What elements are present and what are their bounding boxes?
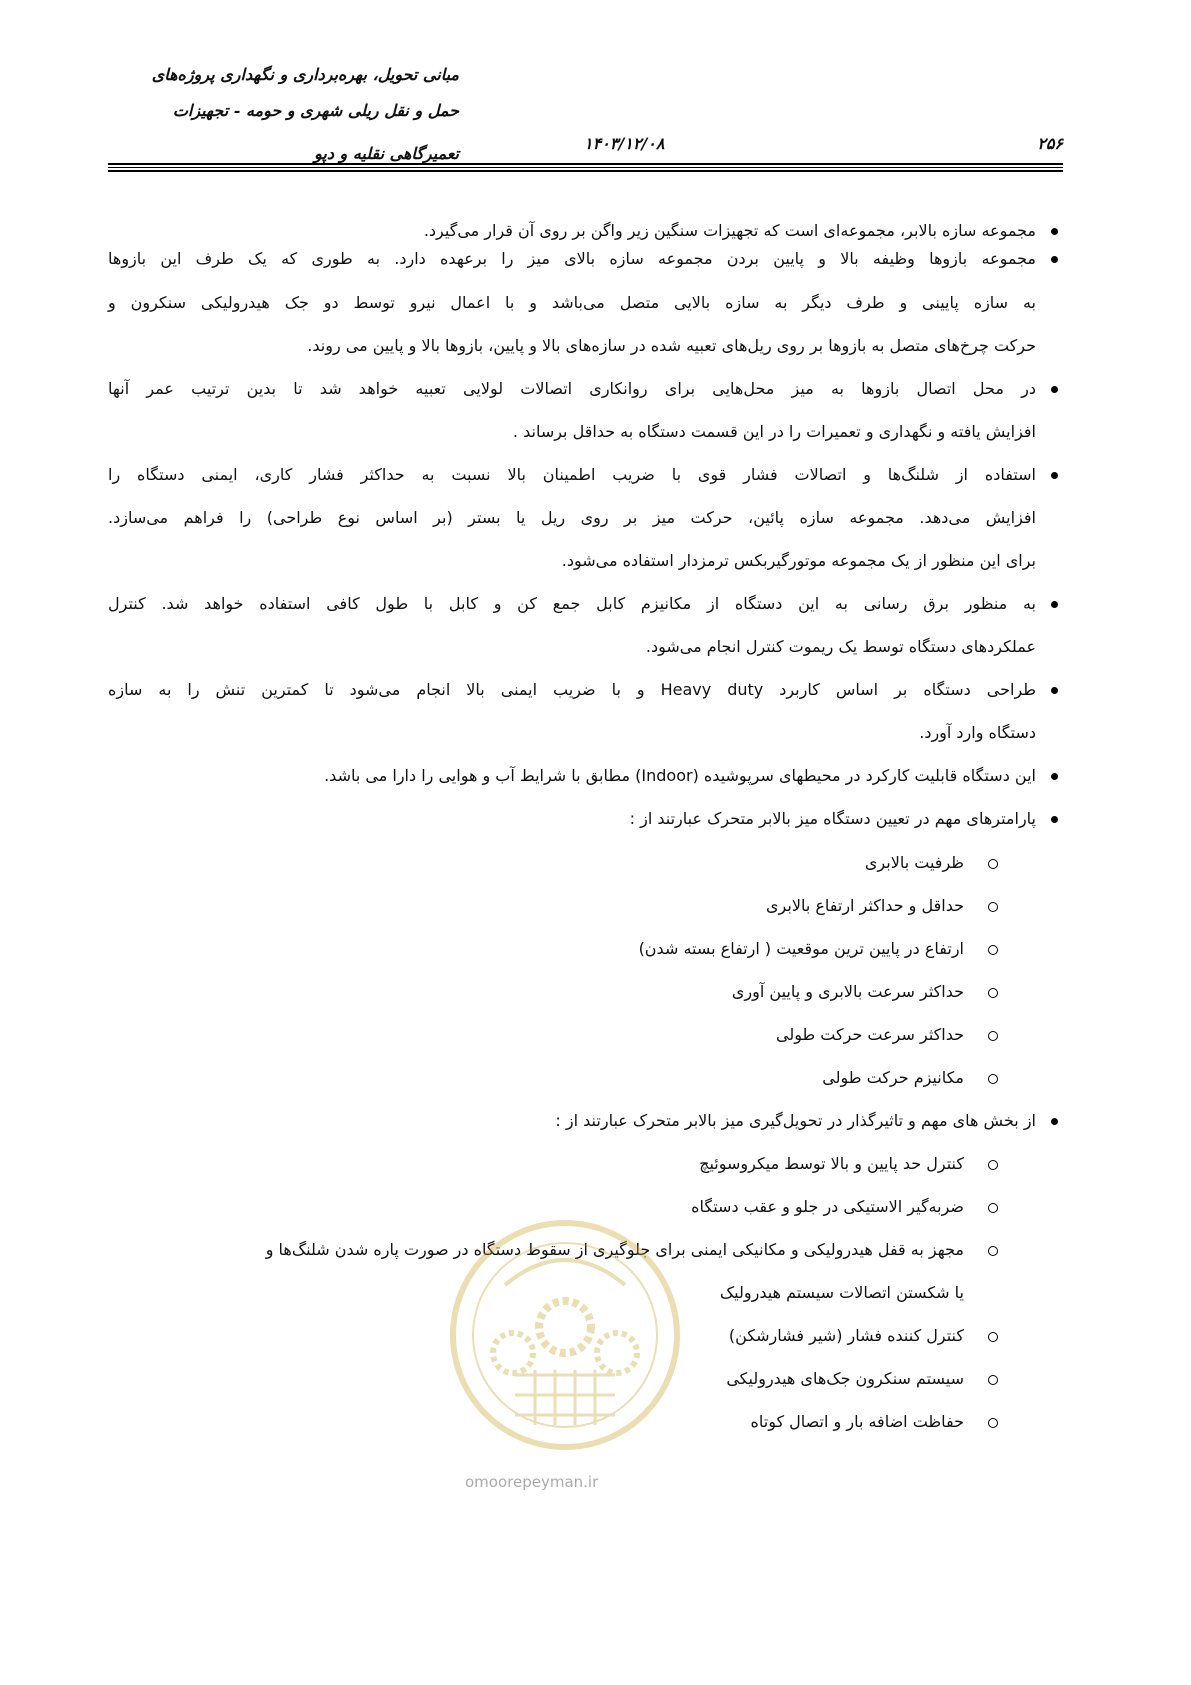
- paragraph-line: پارامترهای مهم در تعیین دستگاه میز بالابر متحرک عبارتند از :: [629, 809, 1036, 828]
- paragraph-line: حرکت چرخ‌های متصل به بازوها بر روی ریل‌های تعبیه شده در سازه‌های بالا و پایین، بازوها بالا و پایین می روند.: [307, 336, 1036, 355]
- circle-bullet-icon: [988, 1332, 998, 1342]
- delivery-item: ضربه‌گیر الاستیکی در جلو و عقب دستگاه: [108, 1192, 964, 1222]
- header-rule: [108, 163, 1063, 165]
- bullet-item: [108, 589, 1036, 619]
- header-rule: [108, 170, 1063, 172]
- bullet-icon: [1051, 228, 1058, 235]
- paragraph-line: مجموعه بازوها وظیفه بالا و پایین بردن مجموعه سازه بالای میز را برعهده دارد. به طوری که یک طرف این بازوها: [108, 249, 1036, 268]
- circle-bullet-icon: [988, 1246, 998, 1256]
- header-date: ۱۴۰۳/۱۲/۰۸: [584, 134, 665, 153]
- circle-bullet-icon: [988, 1375, 998, 1385]
- header-title-line-2: حمل و نقل ریلی شهری و حومه - تجهیزات: [172, 101, 459, 120]
- circle-bullet-icon: [988, 1418, 998, 1428]
- bullet-icon: [1051, 256, 1058, 263]
- bullet-item: [108, 244, 1036, 274]
- paragraph-line: به منظور برق رسانی به این دستگاه از مکانیزم کابل جمع کن و کابل با طول کافی استفاده خواهد شد. کنترل: [108, 594, 1036, 613]
- paragraph-line: این دستگاه قابلیت کارکرد در محیطهای سرپوشیده (Indoor) مطابق با شرایط آب و هوایی را دارا می باشد.: [324, 766, 1036, 785]
- header-rule: [108, 167, 1063, 168]
- delivery-item: کنترل حد پایین و بالا توسط میکروسوئیچ: [108, 1149, 964, 1179]
- bullet-icon: [1051, 816, 1058, 823]
- bullet-item: [108, 804, 1036, 834]
- paragraph-line: استفاده از شلنگ‌ها و اتصالات فشار قوی با ضریب اطمینان بالا نسبت به حداکثر فشار کاری، ایمنی دستگاه را: [108, 465, 1036, 484]
- paragraph-line: دستگاه وارد آورد.: [919, 723, 1036, 742]
- circle-bullet-icon: [988, 1203, 998, 1213]
- circle-bullet-icon: [988, 902, 998, 912]
- circle-bullet-icon: [988, 1074, 998, 1084]
- header-title-line-1: مبانی تحویل، بهره‌برداری و نگهداری پروژه‌های: [151, 65, 459, 84]
- bullet-icon: [1051, 386, 1058, 393]
- bullet-icon: [1051, 773, 1058, 780]
- bullet-icon: [1051, 601, 1058, 608]
- paragraph-line: افزایش می‌دهد. مجموعه سازه پائین، حرکت میز بر روی ریل یا بستر (بر اساس نوع طراحی) را فراهم می‌سازد.: [108, 508, 1036, 527]
- watermark-site: omoorepeyman.ir: [465, 1473, 599, 1491]
- delivery-item: سیستم سنکرون جک‌های هیدرولیکی: [108, 1364, 964, 1394]
- bullet-item: [108, 1106, 1036, 1136]
- paragraph-line: برای این منظور از یک مجموعه موتورگیربکس ترمزدار استفاده می‌شود.: [561, 551, 1036, 570]
- parameter-item: حداقل و حداکثر ارتفاع بالابری: [108, 891, 964, 921]
- delivery-item: حفاظت اضافه بار و اتصال کوتاه: [108, 1407, 964, 1437]
- parameter-item: ارتفاع در پایین ترین موقعیت ( ارتفاع بسته شدن): [108, 934, 964, 964]
- paragraph-line: در محل اتصال بازوها به میز محل‌هایی برای روانکاری اتصالات لولایی تعبیه خواهد شد تا بدین ترتیب عمر آنها: [108, 379, 1036, 398]
- circle-bullet-icon: [988, 1160, 998, 1170]
- bullet-icon: [1051, 472, 1058, 479]
- parameter-item: ظرفیت بالابری: [108, 848, 964, 878]
- header-title-line-3: تعمیرگاهی نقلیه و دپو: [314, 144, 459, 163]
- paragraph-line: مجموعه سازه بالابر، مجموعه‌ای است که تجهیزات سنگین زیر واگن بر روی آن قرار می‌گیرد.: [423, 221, 1036, 240]
- bullet-icon: [1051, 687, 1058, 694]
- parameter-item: حداکثر سرعت حرکت طولی: [108, 1020, 964, 1050]
- bullet-item: [108, 460, 1036, 490]
- delivery-item: مجهز به قفل هیدرولیکی و مکانیکی ایمنی برای جلوگیری از سقوط دستگاه در صورت پاره شدن شلنگ‌ها و: [108, 1235, 964, 1265]
- paragraph-line: یا شکستن اتصالات سیستم هیدرولیک: [719, 1283, 964, 1302]
- page-number: ۲۵۶: [1037, 134, 1063, 153]
- paragraph-line: به سازه پایینی و طرف دیگر به سازه بالایی متصل می‌باشد و با اعمال نیرو توسط دو جک هیدرولیکی سنکرون و: [108, 293, 1036, 312]
- paragraph-line: عملکردهای دستگاه توسط یک ریموت کنترل انجام می‌شود.: [645, 637, 1036, 656]
- bullet-item: [108, 675, 1036, 705]
- paragraph-line: طراحی دستگاه بر اساس کاربرد Heavy duty و با ضریب ایمنی بالا انجام می‌شود تا کمترین تنش را به سازه: [108, 680, 1037, 699]
- circle-bullet-icon: [988, 945, 998, 955]
- parameter-item: حداکثر سرعت بالابری و پایین آوری: [108, 977, 964, 1007]
- watermark-logo: [445, 1215, 685, 1455]
- bullet-item: [108, 761, 1036, 791]
- page-header: [108, 60, 1063, 168]
- paragraph-line: افزایش یافته و نگهداری و تعمیرات را در این قسمت دستگاه به حداقل برساند .: [512, 422, 1036, 441]
- circle-bullet-icon: [988, 1031, 998, 1041]
- circle-bullet-icon: [988, 988, 998, 998]
- bullet-icon: [1051, 1118, 1058, 1125]
- paragraph-line: از بخش های مهم و تاثیرگذار در تحویل‌گیری میز بالابر متحرک عبارتند از :: [555, 1111, 1036, 1130]
- bullet-item: [108, 216, 1036, 246]
- parameter-item: مکانیزم حرکت طولی: [108, 1063, 964, 1093]
- delivery-item: کنترل کننده فشار (شیر فشارشکن): [108, 1321, 964, 1351]
- circle-bullet-icon: [988, 859, 998, 869]
- bullet-item: [108, 374, 1036, 404]
